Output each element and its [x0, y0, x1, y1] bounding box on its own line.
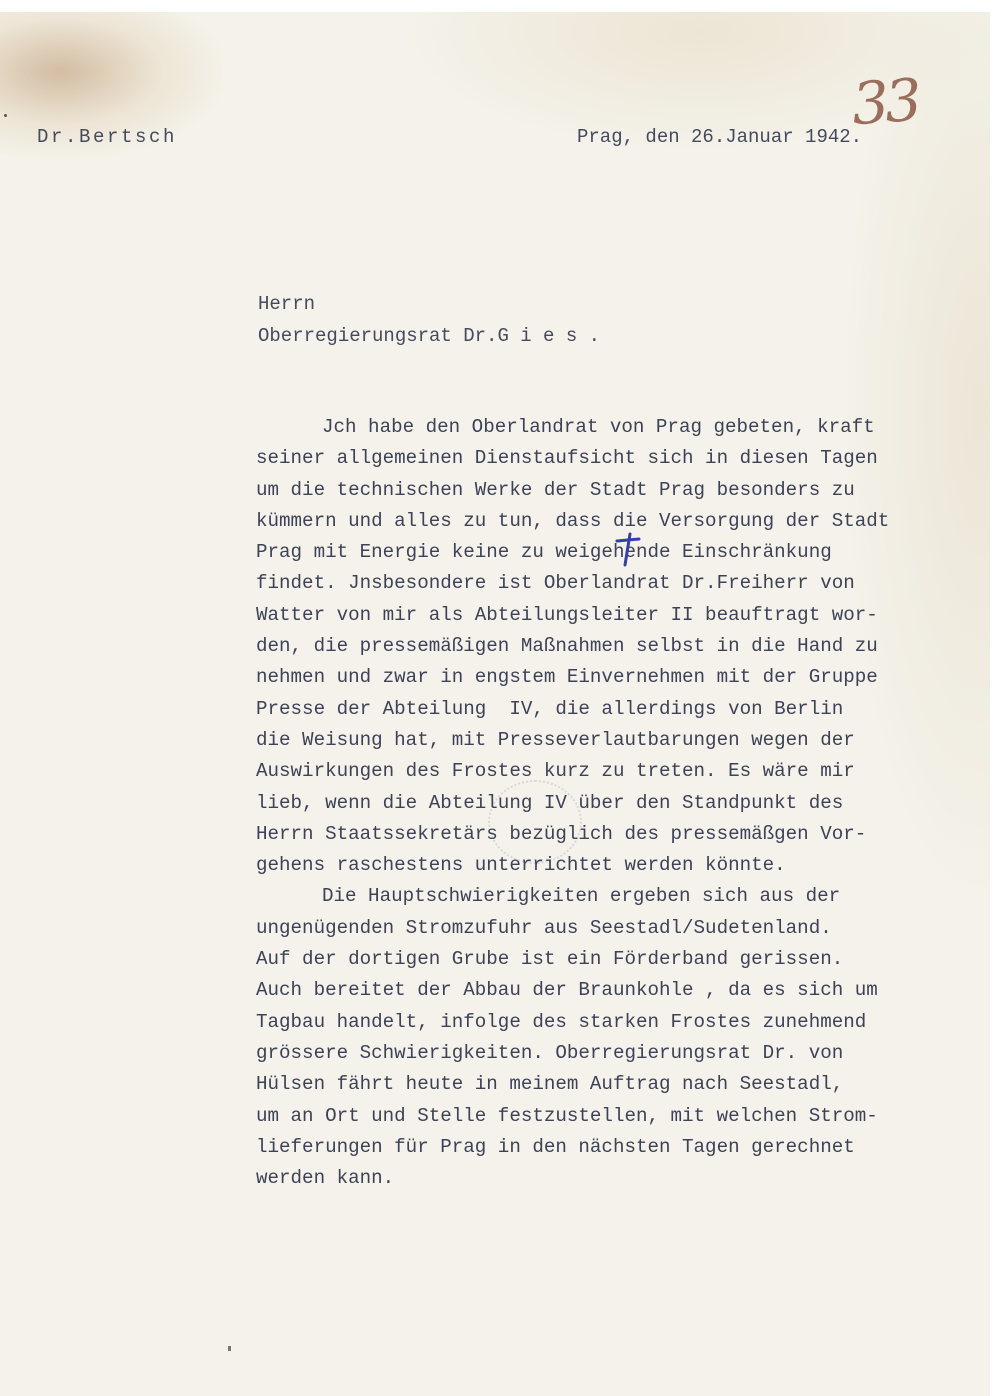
- addressee: Oberregierungsrat Dr.G i e s .: [258, 325, 601, 347]
- margin-punch-mark: [4, 114, 7, 117]
- body-line: Prag mit Energie keine zu weigehende Einschränkung: [256, 541, 832, 564]
- body-line: kümmern und alles zu tun, dass die Versorgung der Stadt: [256, 509, 890, 532]
- body-line: seiner allgemeinen Dienstaufsicht sich in diesen Tagen: [256, 447, 878, 470]
- body-line: Herrn Staatssekretärs bezüglich des pressemäßgen Vor-: [256, 822, 867, 845]
- body-line: lieb, wenn die Abteilung IV über den Standpunkt des: [256, 791, 844, 814]
- body-line: Tagbau handelt, infolge des starken Frostes zunehmend: [256, 1010, 867, 1033]
- body-line: um die technischen Werke der Stadt Prag besonders zu: [256, 478, 855, 501]
- scan-edge: [990, 12, 1000, 1396]
- body-line: um an Ort und Stelle festzustellen, mit welchen Strom-: [256, 1104, 878, 1127]
- sender-name: Dr.Bertsch: [37, 126, 178, 148]
- body-line: gehens raschestens unterrichtet werden könnte.: [256, 854, 786, 877]
- body-line: Die Hauptschwierigkeiten ergeben sich aus der: [322, 885, 841, 908]
- body-line: Watter von mir als Abteilungsleiter II beauftragt wor-: [256, 603, 878, 626]
- body-line: nehmen und zwar in engstem Einvernehmen mit der Gruppe: [256, 666, 878, 689]
- body-line: Presse der Abteilung IV, die allerdings von Berlin: [256, 697, 844, 720]
- letter-page: [0, 12, 990, 1396]
- body-line: Auswirkungen des Frostes kurz zu treten. Es wäre mir: [256, 760, 855, 783]
- letter-body: [256, 412, 986, 1194]
- address-block: [258, 288, 600, 352]
- margin-mark: [228, 1346, 231, 1351]
- date-line: Prag, den 26.Januar 1942.: [577, 126, 863, 148]
- body-line: die Weisung hat, mit Presseverlautbarungen wegen der: [256, 728, 855, 751]
- body-line: Hülsen fährt heute in meinem Auftrag nach Seestadl,: [256, 1073, 844, 1096]
- blue-pen-cross-icon: [611, 532, 645, 568]
- body-line: lieferungen für Prag in den nächsten Tagen gerechnet: [256, 1135, 855, 1158]
- body-line: findet. Jnsbesondere ist Oberlandrat Dr.Freiherr von: [256, 572, 855, 595]
- body-line: grössere Schwierigkeiten. Oberregierungsrat Dr. von: [256, 1041, 844, 1064]
- body-line: werden kann.: [256, 1167, 395, 1190]
- salutation: Herrn: [258, 293, 316, 315]
- folio-number: 33: [849, 65, 921, 139]
- body-line: den, die pressemäßigen Maßnahmen selbst in die Hand zu: [256, 635, 878, 658]
- body-line: Jch habe den Oberlandrat von Prag gebeten, kraft: [322, 416, 875, 438]
- body-line: Auch bereitet der Abbau der Braunkohle , da es sich um: [256, 979, 878, 1002]
- body-line: Auf der dortigen Grube ist ein Förderband gerissen.: [256, 948, 844, 971]
- body-line: ungenügenden Stromzufuhr aus Seestadl/Sudetenland.: [256, 916, 832, 939]
